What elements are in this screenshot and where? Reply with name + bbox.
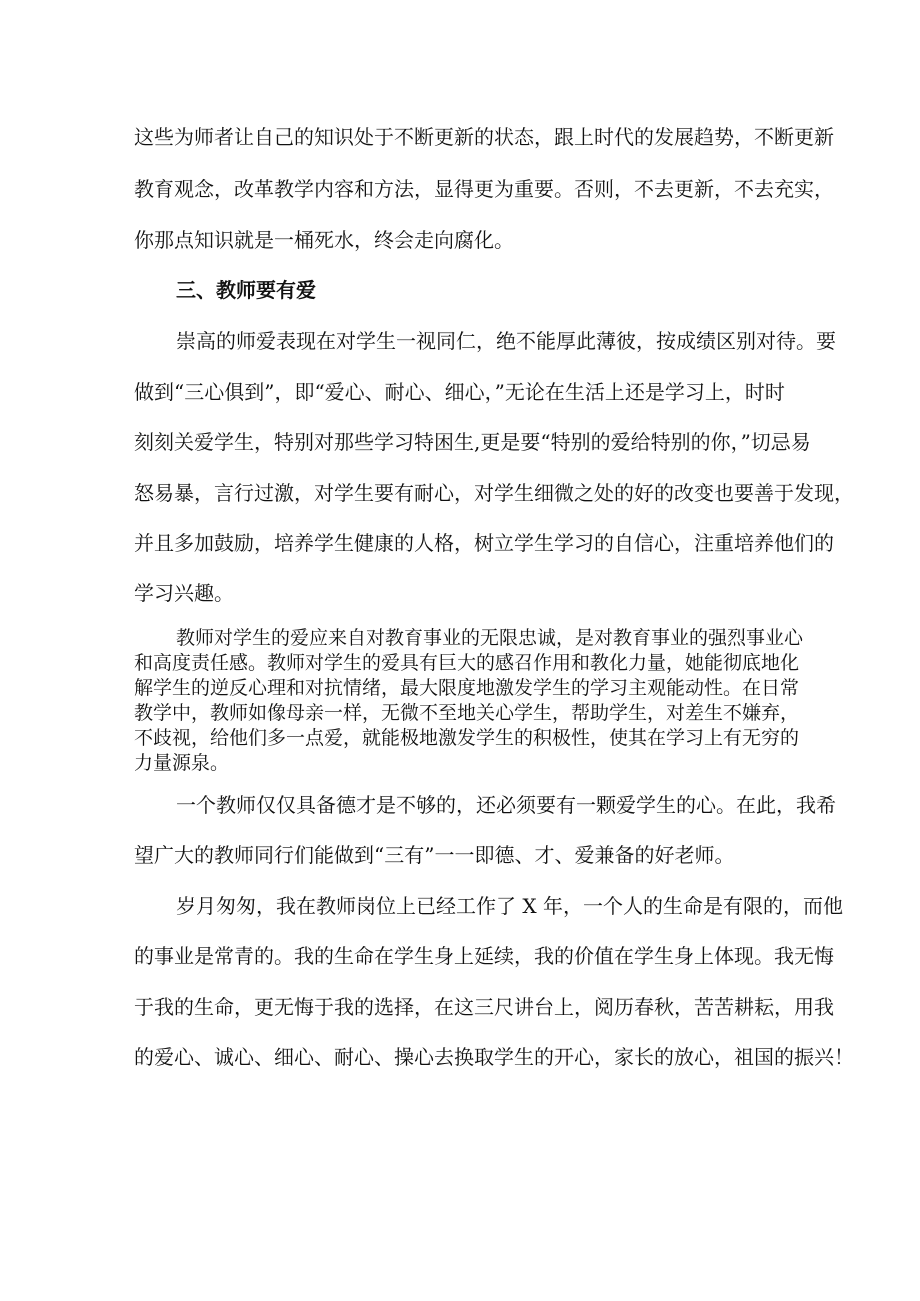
paragraph-3-line-3: 解学生的逆反心理和对抗情绪，最大限度地激发学生的学习主观能动性。在日常 bbox=[134, 677, 800, 699]
paragraph-5-line-1: 岁月匆匆，我在教师岗位上已经工作了 X 年，一个人的生命是有限的，而他 bbox=[176, 894, 843, 918]
paragraph-2-line-6: 学习兴趣。 bbox=[134, 581, 234, 605]
paragraph-1-line-2: 教育观念，改革教学内容和方法，显得更为重要。否则，不去更新，不去充实， bbox=[134, 177, 834, 201]
paragraph-4-line-1: 一个教师仅仅具备德才是不够的，还必须要有一颗爱学生的心。在此，我希 bbox=[176, 793, 836, 817]
paragraph-5-line-4: 的爱心、诚心、细心、耐心、操心去换取学生的开心，家长的放心，祖国的振兴！ bbox=[134, 1045, 854, 1069]
paragraph-1-line-3: 你那点知识就是一桶死水，终会走向腐化。 bbox=[134, 228, 514, 252]
paragraph-2-line-5: 并且多加鼓励，培养学生健康的人格，树立学生学习的自信心，注重培养他们的 bbox=[134, 531, 834, 555]
paragraph-2-line-1: 崇高的师爱表现在对学生一视同仁，绝不能厚此薄彼，按成绩区别对待。要 bbox=[176, 329, 836, 353]
paragraph-3-line-6: 力量源泉。 bbox=[134, 752, 230, 774]
paragraph-1-line-1: 这些为师者让自己的知识处于不断更新的状态，跟上时代的发展趋势，不断更新 bbox=[134, 125, 834, 149]
section-heading: 三、教师要有爱 bbox=[176, 278, 316, 302]
paragraph-5-line-3: 于我的生命，更无悔于我的选择，在这三尺讲台上，阅历春秋，苦苦耕耘，用我 bbox=[134, 995, 834, 1019]
paragraph-2-line-3: 刻刻关爱学生，特别对那些学习特困生,更是要“特别的爱给特别的你，”切忌易 bbox=[134, 430, 811, 454]
paragraph-3-line-2: 和高度责任感。教师对学生的爱具有巨大的感召作用和教化力量，她能彻底地化 bbox=[134, 652, 800, 674]
paragraph-2-line-4: 怒易暴，言行过激，对学生要有耐心，对学生细微之处的好的改变也要善于发现， bbox=[134, 481, 854, 505]
paragraph-3-line-1: 教师对学生的爱应来自对教育事业的无限忠诚，是对教育事业的强烈事业心 bbox=[176, 627, 804, 649]
paragraph-5-line-2: 的事业是常青的。我的生命在学生身上延续，我的价值在学生身上体现。我无悔 bbox=[134, 944, 834, 968]
paragraph-3-line-4: 教学中，教师如像母亲一样，无微不至地关心学生，帮助学生，对差生不嫌弃， bbox=[134, 702, 800, 724]
paragraph-2-line-2: 做到“三心俱到”，即“爱心、耐心、细心，”无论在生活上还是学习上，时时 bbox=[134, 380, 785, 404]
paragraph-4-line-2: 望广大的教师同行们能做到“三有”一一即德、才、爱兼备的好老师。 bbox=[134, 843, 735, 867]
paragraph-3-line-5: 不歧视，给他们多一点爱，就能极地激发学生的积极性，使其在学习上有无穷的 bbox=[134, 727, 800, 749]
